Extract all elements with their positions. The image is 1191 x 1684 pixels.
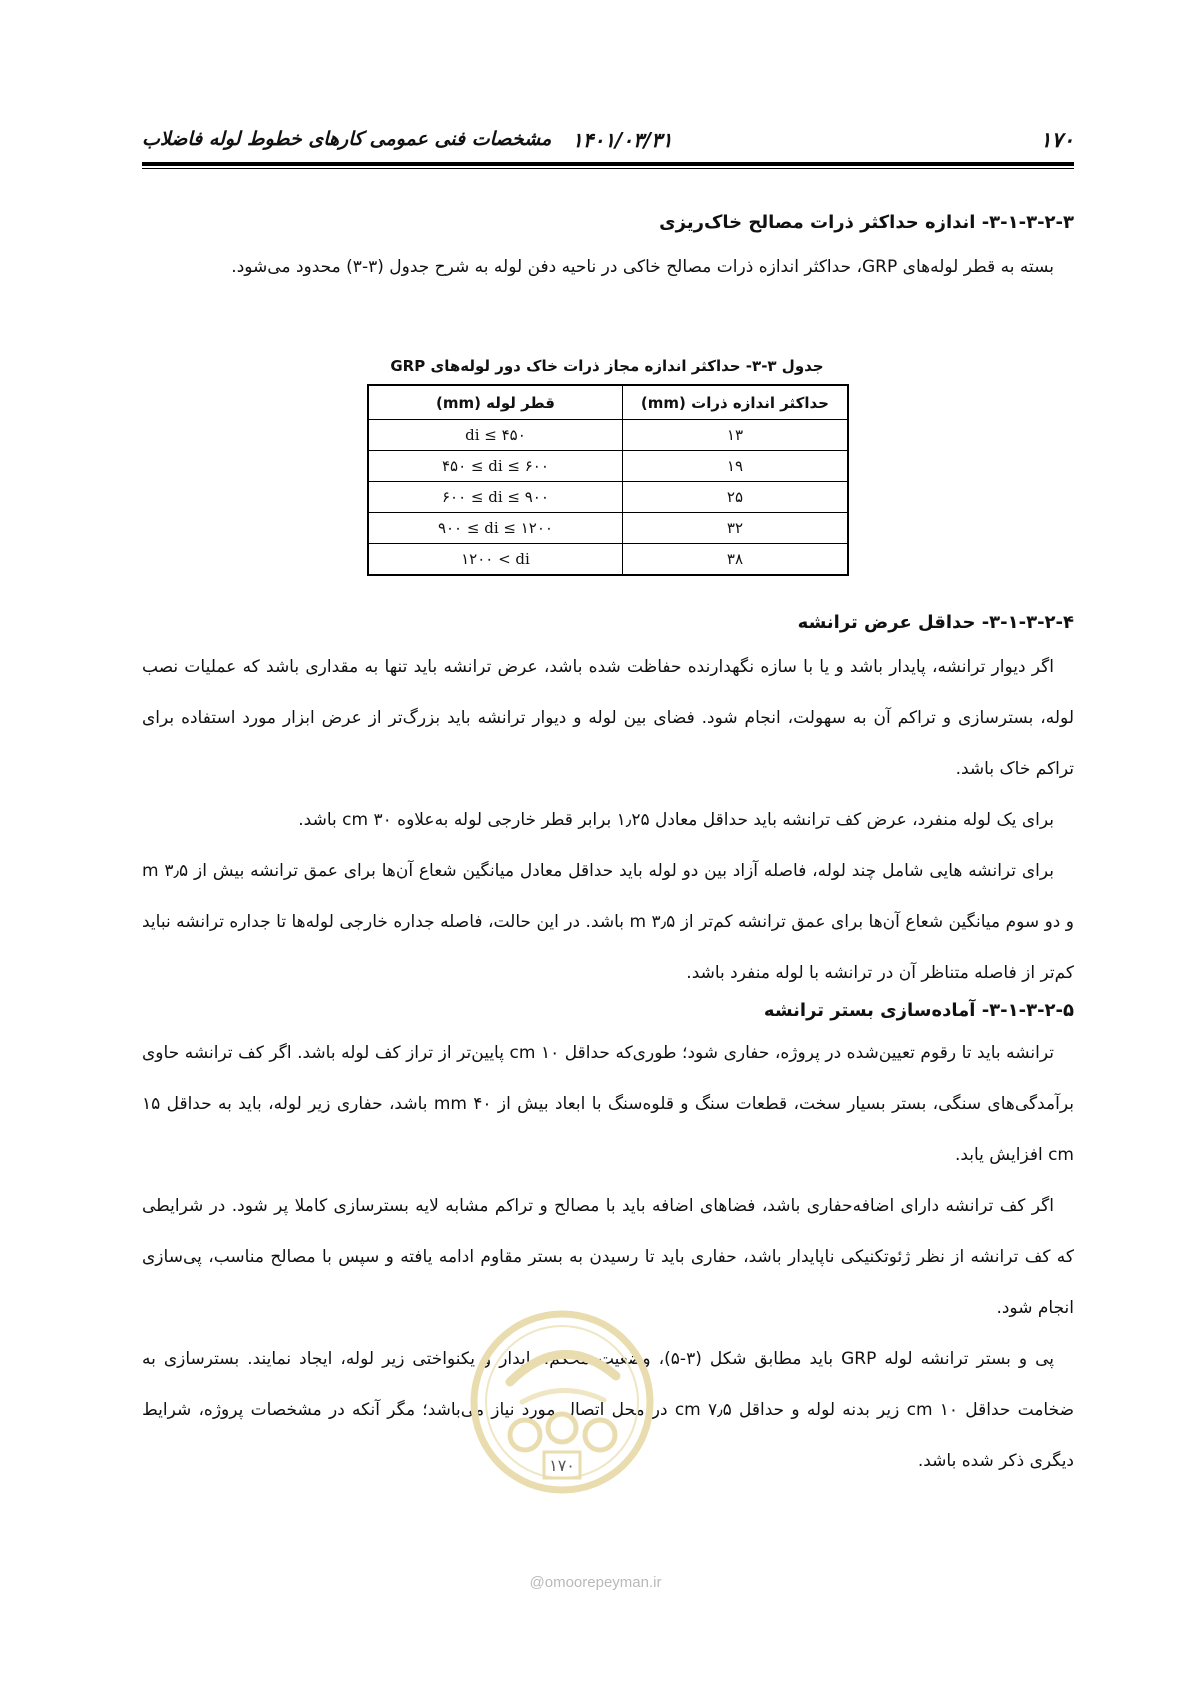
section-body-trench-width [142, 642, 1074, 999]
publisher-seal-logo [470, 1310, 655, 1495]
particle-size-table [367, 384, 849, 576]
paragraph: برای یک لوله منفرد، عرض کف ترانشه باید حداقل معادل ۱٫۲۵ برابر قطر خارجی لوله به‌علاوه ۳۰ cm باشد. [298, 810, 1054, 830]
paragraph: ترانشه باید تا رقوم تعیین‌شده در پروژه، حفاری شود؛ طوری‌که حداقل ۱۰ cm پایین‌تر از تراز کف لوله باشد. اگر کف ترانشه حاوی برآمدگی‌های سنگی، بستر بسیار سخت، قطعات سنگ و قلوه‌سنگ با ابعاد بیش از ۴۰ mm باشد، حفاری زیر لوله، باید به حداقل ۱۵ cm افزایش یابد. [142, 1043, 1074, 1165]
document-date: ۱۴۰۱/۰۳/۳۱ [572, 128, 673, 152]
column-header-pipe-diameter: قطر لوله (mm) [368, 385, 622, 420]
table-row [368, 451, 848, 482]
column-header-particle-size: حداکثر اندازه ذرات (mm) [622, 385, 848, 420]
section-heading-bed-preparation: ۳-۱-۳-۲-۵- آماده‌سازی بستر ترانشه [763, 1000, 1074, 1021]
paragraph: اگر کف ترانشه دارای اضافه‌حفاری باشد، فضاهای اضافه باید با مصالح و تراکم مشابه لایه بسترسازی کاملا پر شود. در شرایطی که کف ترانشه از نظر ژئوتکنیکی ناپایدار باشد، حفاری باید تا رسیدن به بستر مقاوم ادامه یافته و سپس با مصالح مناسب، پی‌سازی انجام شود. [142, 1196, 1074, 1318]
seal-page-number: ۱۷۰ [549, 1456, 575, 1475]
table-caption: جدول ۳-۳- حداکثر اندازه مجاز ذرات خاک دور لوله‌های GRP [390, 357, 824, 375]
table-cell-diameter: ۶۰۰ ≤ di ≤ ۹۰۰ [368, 482, 622, 513]
table-cell-max-size: ۲۵ [622, 482, 848, 513]
table-cell-max-size: ۳۲ [622, 513, 848, 544]
section-heading-trench-width: ۳-۱-۳-۲-۴- حداقل عرض ترانشه [797, 612, 1074, 633]
header-rule-thin [142, 168, 1074, 169]
table-row [368, 544, 848, 576]
header-rule-thick [142, 162, 1074, 166]
section-heading-particle-size: ۳-۱-۳-۲-۳- اندازه حداکثر ذرات مصالح خاک‌ریزی [659, 212, 1074, 233]
table-cell-max-size: ۱۳ [622, 420, 848, 451]
table-cell-max-size: ۳۸ [622, 544, 848, 576]
table-row [368, 482, 848, 513]
table-cell-diameter: ۱۲۰۰ < di [368, 544, 622, 576]
table-header-row [368, 385, 848, 420]
website-watermark: @omoorepeyman.ir [529, 1574, 662, 1591]
table-cell-diameter: ۹۰۰ ≤ di ≤ ۱۲۰۰ [368, 513, 622, 544]
table-cell-max-size: ۱۹ [622, 451, 848, 482]
table-row [368, 513, 848, 544]
table-cell-diameter: ۴۵۰ ≤ di ≤ ۶۰۰ [368, 451, 622, 482]
paragraph: برای ترانشه هایی شامل چند لوله، فاصله آزاد بین دو لوله باید حداقل معادل میانگین شعاع آن‌ها برای عمق ترانشه بیش از ۳٫۵ m و دو سوم میانگین شعاع آن‌ها برای عمق ترانشه کم‌تر از ۳٫۵ m باشد. در این حالت، فاصله جداره خارجی لوله‌ها تا جداره ترانشه نباید کم‌تر از فاصله متناظر آن در ترانشه با لوله منفرد باشد. [142, 861, 1075, 983]
table-row [368, 420, 848, 451]
document-title: مشخصات فنی عمومی کارهای خطوط لوله فاضلاب [142, 128, 552, 150]
page-number: ۱۷۰ [1040, 128, 1074, 152]
page-header [142, 128, 1074, 162]
paragraph: اگر دیوار ترانشه، پایدار باشد و یا با سازه نگهدارنده حفاظت شده باشد، عرض ترانشه باید تنها به مقداری باشد که عملیات نصب لوله، بسترسازی و تراکم آن به سهولت، انجام شود. فضای بین لوله و دیوار ترانشه باید بزرگ‌تر از عرض ابزار مورد استفاده برای تراکم خاک باشد. [142, 657, 1074, 779]
paragraph-particle-size: بسته به قطر لوله‌های GRP، حداکثر اندازه ذرات مصالح خاکی در ناحیه دفن لوله به شرح جدول (۳-۳) محدود می‌شود. [231, 257, 1054, 277]
paragraph: پی و بستر ترانشه لوله GRP باید مطابق شکل (۳-۵)، وضعیت محکم، پایدار و یکنواختی زیر لوله، ایجاد نمایند. بسترسازی به ضخامت حداقل ۱۰ cm زیر بدنه لوله و حداقل ۷٫۵ cm در محل اتصال مورد نیاز می‌باشد؛ مگر آنکه در مشخصات پروژه، شرایط دیگری ذکر شده باشد. [142, 1349, 1075, 1471]
table-cell-diameter: di ≤ ۴۵۰ [368, 420, 622, 451]
